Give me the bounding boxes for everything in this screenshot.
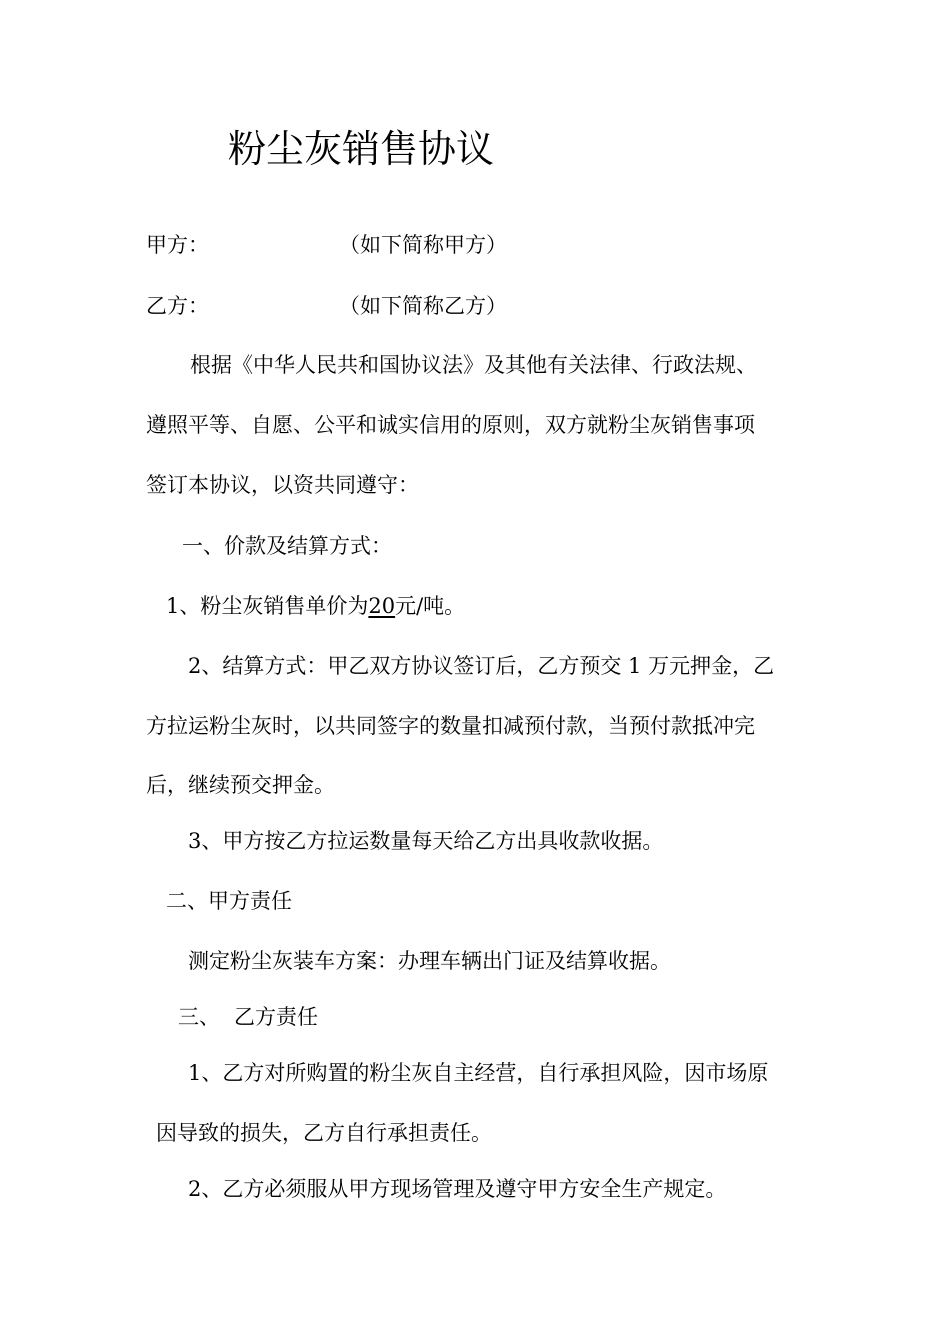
section1-item2-line-1: 2、结算方式：甲乙双方协议签订后，乙方预交 1 万元押金，乙 [188, 654, 775, 678]
section1-item1-suffix: 元/吨。 [395, 594, 466, 618]
section1-item2-line-3: 后，继续预交押金。 [146, 773, 335, 797]
section1-item1-prefix: 1、粉尘灰销售单价为 [166, 594, 369, 618]
section1-item2-line-2: 方拉运粉尘灰时，以共同签字的数量扣减预付款，当预付款抵冲完 [146, 714, 755, 738]
unit-price: 20 [368, 594, 396, 618]
preamble-line-2: 遵照平等、自愿、公平和诚实信用的原则，双方就粉尘灰销售事项 [146, 413, 755, 437]
section1-item3: 3、甲方按乙方拉运数量每天给乙方出具收款收据。 [188, 829, 664, 853]
section3-item2: 2、乙方必须服从甲方现场管理及遵守甲方安全生产规定。 [188, 1177, 727, 1201]
section2-body: 测定粉尘灰装车方案：办理车辆出门证及结算收据。 [188, 949, 671, 973]
party-b-note: （如下简称乙方） [339, 294, 507, 318]
document-title: 粉尘灰销售协议 [228, 127, 495, 171]
section3-item1-line-1: 1、乙方对所购置的粉尘灰自主经营，自行承担风险，因市场原 [188, 1061, 769, 1085]
section3-heading [178, 1003, 318, 1031]
section3-heading-text: 乙方责任 [234, 1005, 318, 1029]
party-b-line [146, 292, 507, 320]
section1-heading: 一、价款及结算方式： [182, 534, 392, 558]
party-b-label: 乙方： [146, 294, 209, 318]
party-a-label: 甲方： [146, 233, 209, 257]
preamble-line-1: 根据《中华人民共和国协议法》及其他有关法律、行政法规、 [190, 353, 757, 377]
section1-item1 [166, 592, 465, 620]
section3-heading-num: 三、 [178, 1005, 220, 1029]
section3-item1-line-2: 因导致的损失，乙方自行承担责任。 [156, 1121, 492, 1145]
party-a-line [146, 231, 507, 259]
party-a-note: （如下简称甲方） [339, 233, 507, 257]
preamble-line-3: 签订本协议，以资共同遵守： [146, 473, 419, 497]
section2-heading: 二、甲方责任 [166, 889, 292, 913]
